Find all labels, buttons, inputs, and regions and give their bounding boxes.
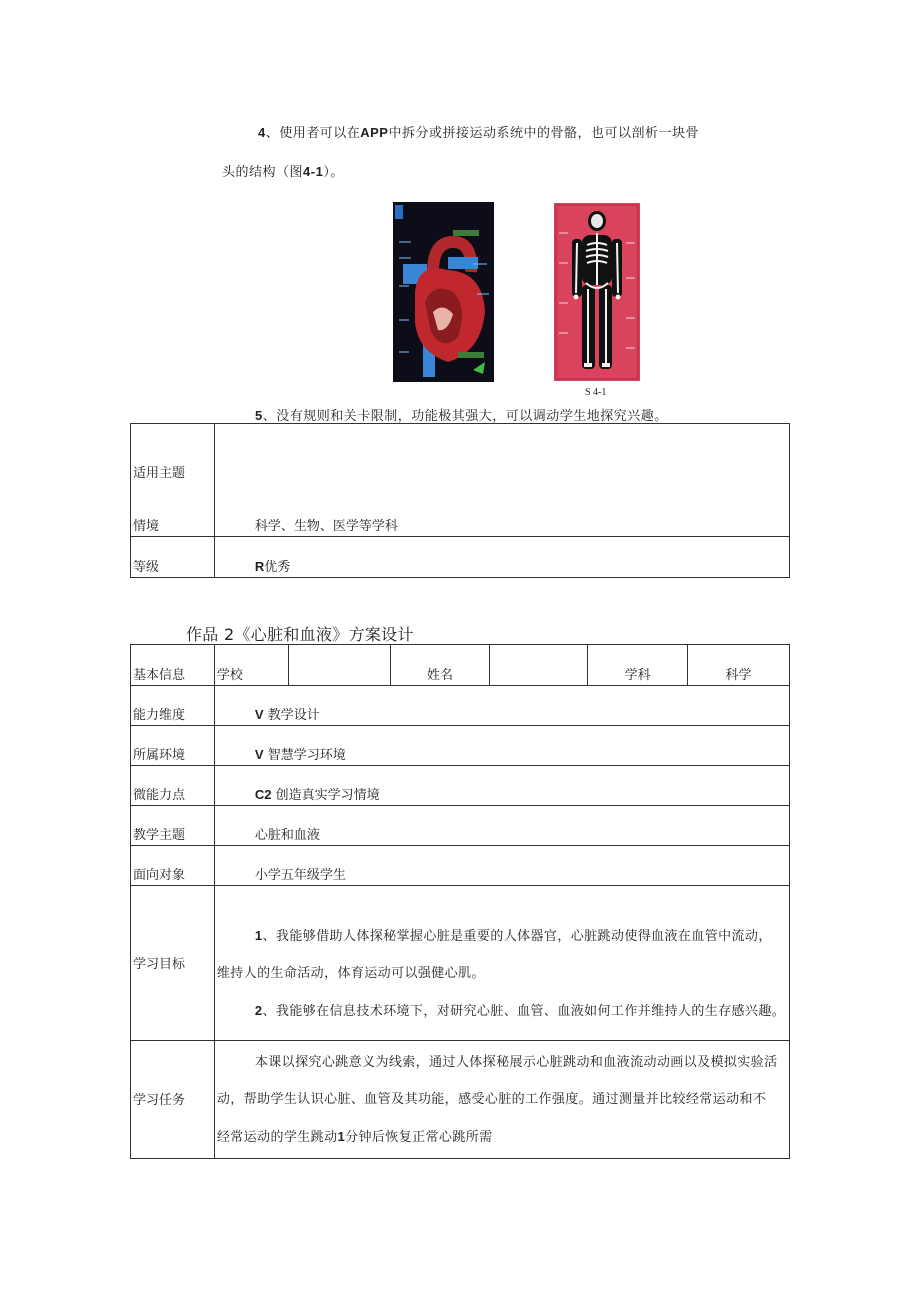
- table-row: [131, 645, 790, 686]
- table-row: [131, 846, 790, 886]
- env-value: 智慧学习环境: [267, 748, 346, 763]
- skeleton-illustration: [554, 203, 640, 381]
- school-label: 学校: [214, 645, 288, 686]
- table-row: [131, 886, 790, 1041]
- table-row: [131, 686, 790, 726]
- table-row: [131, 726, 790, 766]
- label-cell: [131, 424, 215, 537]
- subject-label: 学科: [588, 645, 688, 686]
- text: 、我能够在信息技术环境下，对研究心脏、血管、血液如何工作并维持人的生存感兴趣。: [262, 1004, 786, 1019]
- table-row: [131, 537, 790, 578]
- task-number: 1: [337, 1129, 346, 1144]
- text: 、使用者可以在: [265, 126, 361, 141]
- value-cell: [214, 686, 789, 726]
- label-cell: 学习目标: [131, 886, 215, 1041]
- ability-code: V: [254, 707, 264, 722]
- goal-2: [217, 992, 789, 1030]
- skeleton-image: [554, 203, 640, 381]
- paragraph-4-line1: [258, 122, 699, 141]
- table-row: [131, 806, 790, 846]
- label-cell: 基本信息: [131, 645, 215, 686]
- figure-caption: S 4-1: [585, 387, 607, 398]
- grade-code: R: [254, 559, 265, 574]
- task-line3: [217, 1118, 789, 1156]
- label-cell: 微能力点: [131, 766, 215, 806]
- text: 、我能够借助人体探秘掌握心脏是重要的人体器官，心脏跳动使得血液在血管中流动，: [262, 929, 772, 944]
- text: 头的结构（图: [222, 165, 304, 180]
- task-line2: 动，帮助学生认识心脏、血管及其功能，感受心脏的工作强度。通过测量并比较经常运动和不: [216, 1092, 767, 1107]
- ability-value: 教学设计: [267, 708, 320, 723]
- goals-cell: [214, 886, 789, 1041]
- table-row: [131, 424, 790, 537]
- heart-illustration: [393, 202, 494, 382]
- value-cell: [214, 726, 789, 766]
- label-cell: 学习任务: [131, 1041, 215, 1159]
- text: 经常运动的学生跳动: [216, 1130, 338, 1145]
- work2-plan-table: [130, 644, 790, 1159]
- subject-value: 科学: [688, 645, 790, 686]
- label-cell: 面向对象: [131, 846, 215, 886]
- tasks-cell: [214, 1041, 789, 1159]
- paragraph-4-line2: [222, 161, 344, 180]
- label-cell: 教学主题: [131, 806, 215, 846]
- goal-number: 2: [254, 1003, 263, 1018]
- figure-ref: 4-1: [303, 164, 324, 179]
- text: ）。: [323, 165, 344, 180]
- heart-anatomy-image: [393, 202, 494, 382]
- school-value: [288, 645, 390, 686]
- grade-value: 优秀: [264, 560, 291, 575]
- name-value: [490, 645, 588, 686]
- paragraph-5: [255, 405, 668, 424]
- value-cell: 心脏和血液: [214, 806, 789, 846]
- goal-number: 1: [254, 928, 263, 943]
- label-cell: 等级: [131, 537, 215, 578]
- env-code: V: [254, 747, 264, 762]
- goal-1-line1: [217, 917, 789, 955]
- value-cell: [214, 537, 789, 578]
- value-cell: 小学五年级学生: [214, 846, 789, 886]
- label-top: 适用主题: [133, 466, 186, 481]
- text: 分钟后恢复正常心跳所需: [345, 1130, 493, 1145]
- label-cell: 所属环境: [131, 726, 215, 766]
- text: 、没有规则和关卡限制，功能极其强大，可以调动学生地探究兴趣。: [262, 409, 668, 424]
- goal-1-line2: 维持人的生命活动，体育运动可以强健心肌。: [216, 966, 485, 981]
- table-row: [131, 1041, 790, 1159]
- work2-title: 作品 2《心脏和血液》方案设计: [186, 625, 414, 644]
- item-number: 4: [258, 125, 266, 140]
- label-bottom: 情境: [133, 519, 160, 534]
- item-number: 5: [255, 408, 263, 423]
- name-label: 姓名: [390, 645, 490, 686]
- work1-info-table: [130, 423, 790, 578]
- micro-code: C2: [254, 787, 272, 802]
- micro-value: 创造真实学习情境: [275, 788, 380, 803]
- text: 中拆分或拼接运动系统中的骨骼，也可以剖析一块骨: [388, 126, 699, 141]
- table-row: [131, 766, 790, 806]
- label-cell: 能力维度: [131, 686, 215, 726]
- value-cell: [214, 766, 789, 806]
- value-cell: 科学、生物、医学等学科: [214, 424, 789, 537]
- app-word: APP: [360, 125, 389, 140]
- task-line1: 本课以探究心跳意义为线索，通过人体探秘展示心脏跳动和血液流动动画以及模拟实验活: [254, 1055, 778, 1070]
